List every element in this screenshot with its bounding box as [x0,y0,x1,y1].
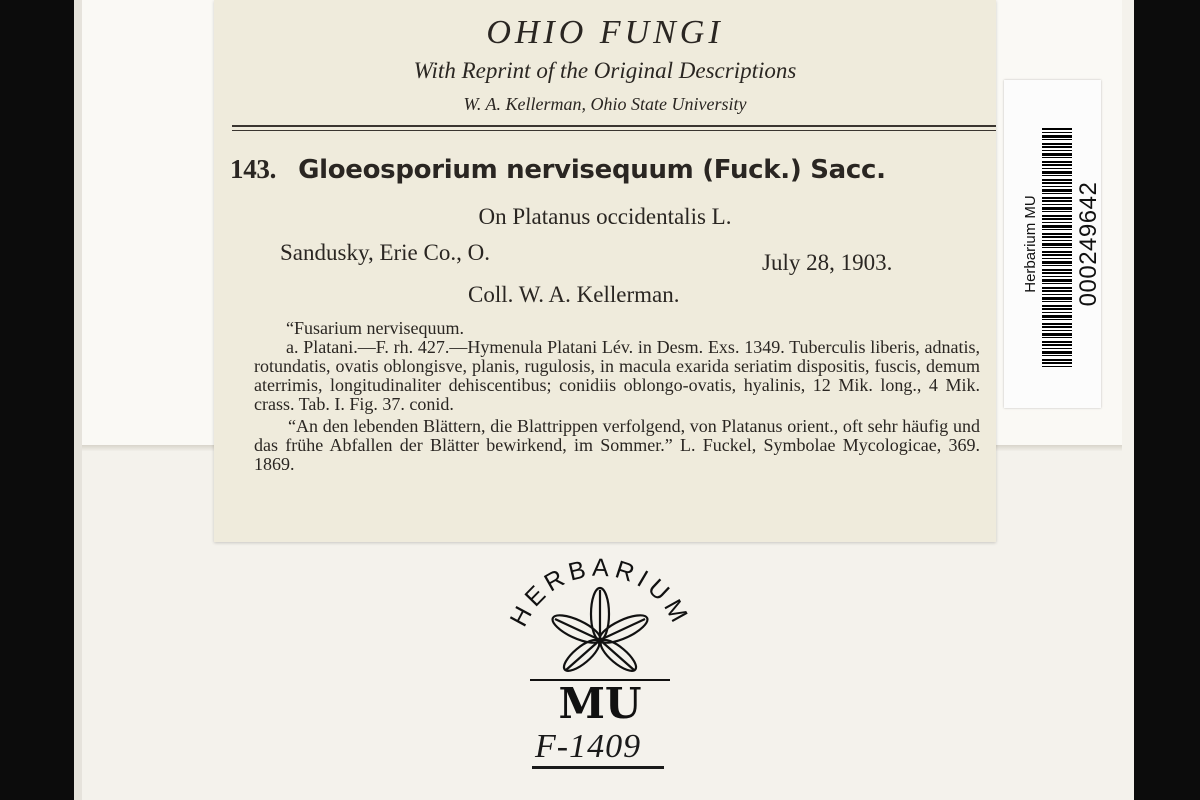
collection-date: July 28, 1903. [762,250,893,275]
accession-number: F-1409 [535,728,642,765]
header-rule [232,125,996,127]
species-line [230,154,996,185]
label-author: W. A. Kellerman, Ohio State University [463,94,747,114]
host-plant: On Platanus occidentalis L. [478,204,732,229]
herbarium-stamp [490,548,710,728]
stamp-arc-path: HERBARIUM [504,553,696,632]
description-german: “An den lebenden Blättern, die Blattrippen verfolgend, von Platanus orient., oft sehr häufig und das frühe Abfallen der Blätter bewirkend, im Sommer.” L. Fuckel, Symbolae Mycologicae, 369. 1869. [254,416,980,474]
barcode-number: 000249642 [1075,181,1102,307]
leaf-icon [549,588,651,676]
barcode-institution: Herbarium MU [1022,195,1039,293]
sheet-edge [74,0,82,800]
description-heading: “Fusarium nervisequum. [286,318,464,338]
collector: Coll. W. A. Kellerman. [468,282,680,307]
accession-underline [532,766,664,769]
label-title: OHIO FUNGI [486,14,724,51]
specimen-number: 143. [230,154,277,184]
barcode-icon [1042,128,1072,368]
description-latin: a. Platani.—F. rh. 427.—Hymenula Platani Lév. in Desm. Exs. 1349. Tuberculis liberis, adnatis, rotundatis, ovatis oblongisve, planis, rugulosis, in macula exarida seriatim dispositis, fuscis, demum aterrimis, longitudinaliter dehiscentibus; conidiis oblongo-ovatis, hyalinis, 12 Mik. long., 4 Mik. crass. Tab. I. Fig. 37. conid. [254,337,980,414]
specimen-label [214,0,996,542]
locality: Sandusky, Erie Co., O. [280,240,490,265]
original-description [254,319,980,474]
header-rule-thin [232,130,996,131]
herbarium-stamp-graphic [490,548,710,728]
species-name: Gloeosporium nervisequum (Fuck.) Sacc. [298,155,886,185]
label-subtitle: With Reprint of the Original Descriptions [413,58,797,83]
barcode-label [1004,80,1101,408]
stamp-initials: MU [558,679,642,728]
